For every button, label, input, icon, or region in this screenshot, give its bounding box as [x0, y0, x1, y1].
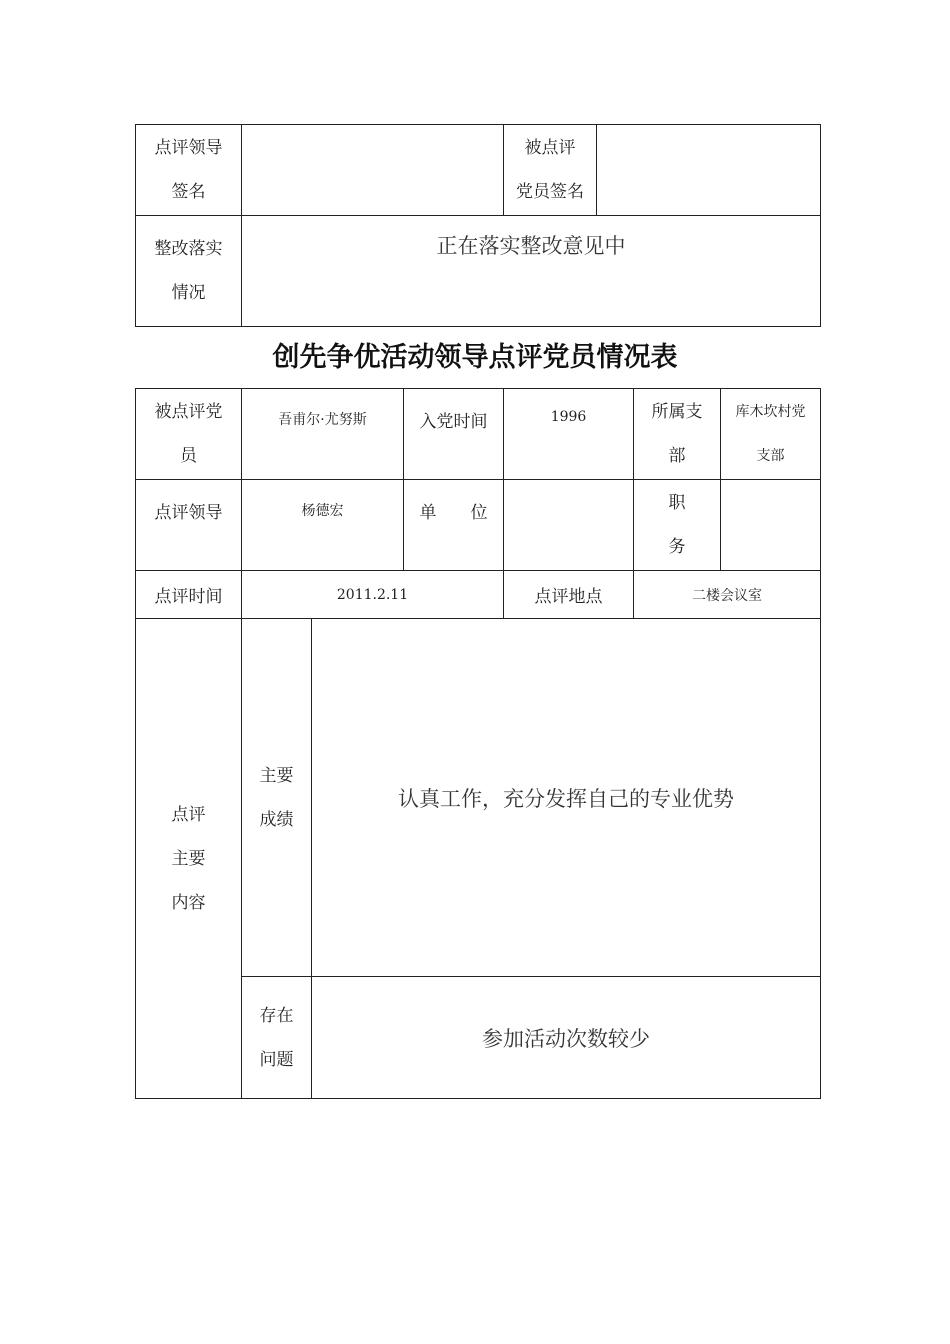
achieve-label-line2: 成绩 [259, 809, 294, 830]
leader-label: 点评领导 [154, 503, 223, 523]
rectify-label [136, 216, 242, 327]
position-label-line1: 职 [668, 493, 686, 513]
problem-value[interactable]: 参加活动次数较少 [312, 977, 821, 1099]
branch-label-line2: 部 [668, 446, 686, 466]
leader-sign-label-line2: 签名 [171, 182, 206, 202]
rectify-label-line1: 整改落实 [154, 239, 223, 259]
join-time-label: 入党时间 [419, 412, 488, 432]
leader-name: 杨德宏 [301, 503, 344, 519]
branch-label [634, 389, 721, 480]
branch-value-line2: 支部 [756, 448, 785, 464]
position-label-line2: 务 [668, 537, 686, 557]
problem-label-line1: 存在 [259, 1005, 294, 1026]
review-place-value[interactable]: 二楼会议室 [634, 571, 821, 619]
member-sign-field[interactable] [597, 125, 821, 216]
content-label-line3: 内容 [171, 892, 206, 913]
achieve-value[interactable]: 认真工作，充分发挥自己的专业优势 [312, 619, 821, 977]
member-sign-label [504, 125, 597, 216]
unit-label-cell [404, 480, 504, 571]
page-title: 创先争优活动领导点评党员情况表 [272, 342, 678, 373]
problem-label-line2: 问题 [259, 1049, 294, 1070]
member-name-cell[interactable] [242, 389, 404, 480]
signature-table [135, 124, 821, 327]
content-label-line2: 主要 [171, 848, 206, 869]
member-sign-label-line2: 党员签名 [516, 182, 584, 202]
rectify-label-line2: 情况 [171, 283, 206, 303]
review-time-label: 点评时间 [136, 571, 242, 619]
review-time-value[interactable]: 2011.2.11 [242, 571, 504, 619]
leader-sign-field[interactable] [242, 125, 504, 216]
content-label [136, 619, 242, 1099]
position-label [634, 480, 721, 571]
member-label-line1: 被点评党 [154, 402, 223, 422]
join-time-value: 1996 [550, 409, 587, 425]
member-name: 吾甫尔·尤努斯 [278, 412, 367, 428]
review-form-table [135, 388, 821, 1099]
unit-value-cell[interactable] [504, 480, 634, 571]
branch-value-cell[interactable] [721, 389, 821, 480]
branch-value-line1: 库木坎村党 [735, 404, 806, 420]
rectify-value: 正在落实整改意见中 [436, 234, 626, 258]
leader-label-cell [136, 480, 242, 571]
member-sign-label-line1: 被点评 [524, 138, 576, 158]
unit-label: 单 位 [419, 503, 488, 523]
content-label-line1: 点评 [171, 804, 206, 825]
leader-name-cell[interactable] [242, 480, 404, 571]
rectify-cell[interactable] [242, 216, 821, 327]
join-time-label-cell [404, 389, 504, 480]
review-place-label: 点评地点 [504, 571, 634, 619]
problem-label [242, 977, 312, 1099]
member-label [136, 389, 242, 480]
branch-label-line1: 所属支 [651, 402, 703, 422]
leader-sign-label [136, 125, 242, 216]
achieve-label-line1: 主要 [259, 765, 294, 786]
member-label-line2: 员 [180, 446, 197, 466]
join-time-cell[interactable] [504, 389, 634, 480]
position-value-cell[interactable] [721, 480, 821, 571]
leader-sign-label-line1: 点评领导 [154, 138, 223, 158]
achieve-label [242, 619, 312, 977]
